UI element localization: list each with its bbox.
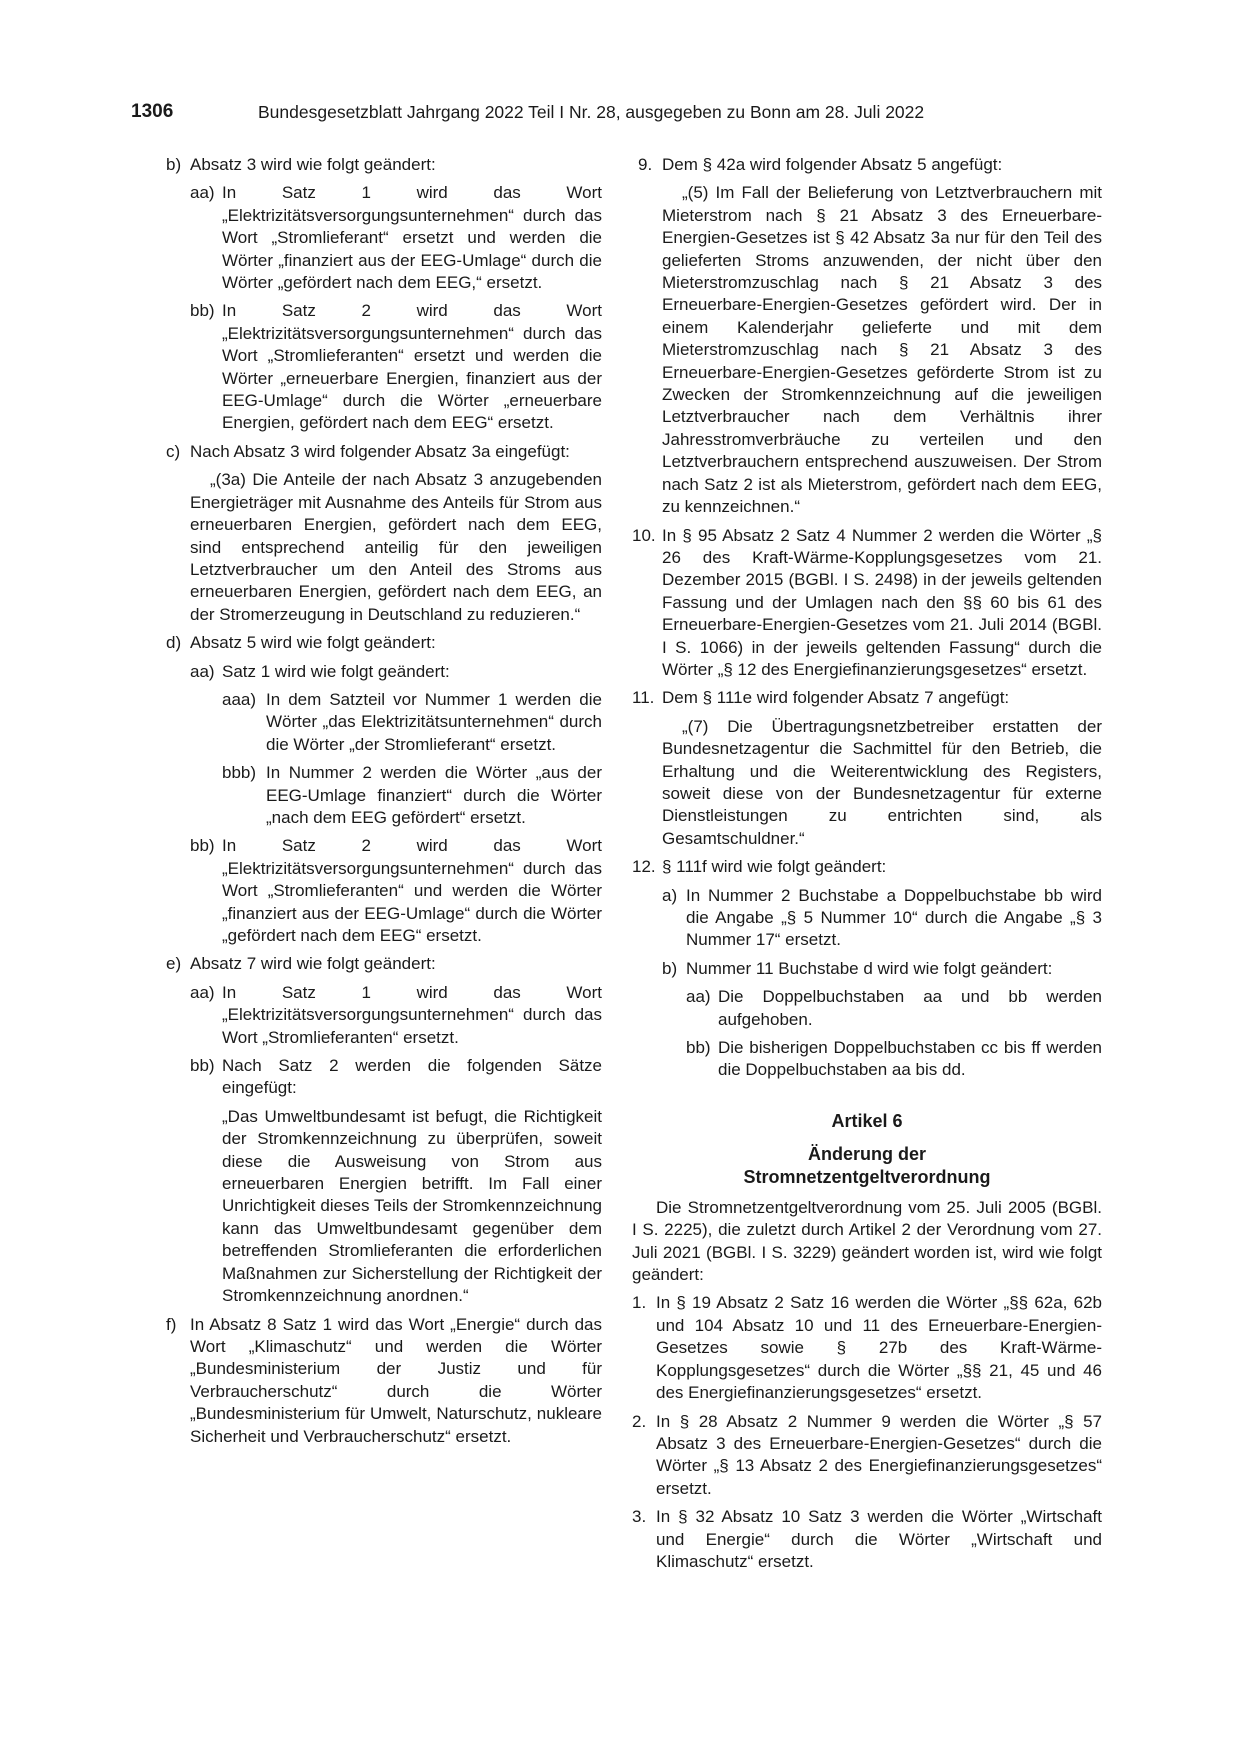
item-label: d) [166, 633, 182, 653]
page-number: 1306 [131, 101, 174, 122]
item-text: Nach Absatz 3 wird folgender Absatz 3a eingefügt: [190, 441, 570, 461]
item-label: 10. [632, 525, 656, 545]
item-text: In dem Satzteil vor Nummer 1 werden die Wörter „das Elektrizitätsunternehmen“ durch die Wörter „der Stromlieferant“ ersetzt. [266, 689, 602, 754]
item-label: b) [662, 958, 678, 978]
list-item [662, 885, 1102, 952]
item-text: In § 19 Absatz 2 Satz 16 werden die Wörter „§§ 62a, 62b und 104 Absatz 10 und 11 des Erneuerbare-Energien-Gesetzes sowie § 27b des Kraft-Wärme-Kopplungsgesetzes“ durch die Wörter „§§ 21, 45 und 46 des Energiefinanzierungsgesetzes“ ersetzt. [656, 1293, 1102, 1403]
item-label: e) [166, 954, 182, 974]
item-text: In Satz 2 wird das Wort „Elektrizitätsversorgungsunternehmen“ durch das Wort „Stromlieferanten“ und werden die Wörter „finanziert aus der EEG-Umlage“ durch die Wörter „gefördert nach dem EEG“ ersetzt. [222, 836, 602, 945]
quoted-paragraph: „Das Umweltbundesamt ist befugt, die Richtigkeit der Stromkennzeichnung zu überprüfen, soweit diese die Ausweisung von Strom aus erneuerbaren Energien betrifft. Im Fall einer Unrichtigkeit dieses Teils der Stromkennzeichnung kann das Umweltbundesamt gegenüber dem betreffenden Stromlieferanten die erforderlichen Maßnahmen zur Sicherstellung der Richtigkeit der Stromkennzeichnung anordnen.“ [222, 1106, 602, 1306]
item-label: 3. [632, 1507, 647, 1527]
item-text: In § 95 Absatz 2 Satz 4 Nummer 2 werden die Wörter „§ 26 des Kraft-Wärme-Kopplungsgesetzes vom 21. Dezember 2015 (BGBl. I S. 2498) in der jeweils geltenden Fassung und der Umlagen nach den §§ 60 bis 61 des Erneuerbare-Energien-Gesetzes vom 21. Juli 2014 (BGBl. I S. 1066) in der jeweils geltenden Fassung“ durch die Wörter „§ 12 des Energiefinanzierungsgesetzes“ ersetzt. [662, 525, 1102, 679]
list-item [662, 958, 1102, 980]
list-item [166, 441, 602, 463]
list-item [632, 687, 1102, 709]
left-column [166, 154, 602, 1454]
item-text: Nach Satz 2 werden die folgenden Sätze eingefügt: [222, 1056, 602, 1098]
list-item [632, 525, 1102, 682]
list-item [190, 661, 602, 683]
list-item [190, 1055, 602, 1100]
item-label: aaa) [222, 689, 257, 709]
page-header [131, 101, 1111, 131]
item-label: bbb) [222, 763, 257, 783]
item-label: f) [166, 1314, 177, 1334]
list-item [166, 632, 602, 654]
item-label: c) [166, 441, 181, 461]
list-item [222, 689, 602, 756]
item-label: a) [662, 885, 678, 905]
list-item [632, 1411, 1102, 1501]
item-label: 1. [632, 1293, 647, 1313]
quoted-paragraph: „(5) Im Fall der Belieferung von Letztverbrauchern mit Mieterstrom nach § 21 Absatz 3 des Erneuerbare-Energien-Gesetzes ist § 42 Absatz 3a nur für den Teil des gelieferten Stroms anzuwenden, der nicht über den Mieterstromzuschlag nach § 21 Absatz 3 des Erneuerbare-Energien-Gesetzes gefördert wird. Der in einem Kalenderjahr gelieferte und mit dem Mieterstromzuschlag nach § 21 Absatz 3 des Erneuerbare-Energien-Gesetzes geförderte Strom ist zu Zwecken der Stromkennzeichnung auf die jeweiligen Letztverbraucher nach dem Verhältnis ihrer Jahresstromverbräuche zu verteilen und den Letztverbrauchern entsprechend auszuweisen. Der Strom nach Satz 2 ist als Mieterstrom, gefördert nach dem EEG, zu kennzeichnen.“ [662, 183, 1102, 517]
list-item [632, 856, 1102, 878]
list-item [632, 1292, 1102, 1404]
item-label: aa) [190, 661, 215, 681]
list-item [190, 835, 602, 947]
list-item [222, 762, 602, 829]
list-item [686, 1037, 1102, 1082]
item-label: bb) [686, 1038, 711, 1058]
item-text: In Satz 2 wird das Wort „Elektrizitätsversorgungsunternehmen“ durch das Wort „Stromlieferanten“ ersetzt und werden die Wörter „erneuerbare Energien, finanziert aus der EEG-Umlage“ durch die Wörter „erneuerbare Energien, gefördert nach dem EEG“ ersetzt. [222, 301, 602, 433]
list-item [166, 953, 602, 975]
quoted-paragraph: „(7) Die Übertragungsnetzbetreiber erstatten der Bundesnetzagentur die Sachmittel für den Betrieb, die Erhaltung und die Weiterentwicklung des Registers, soweit diese von der Bundesnetzagentur für externe Dienstleistungen zu entrichten sind, als Gesamtschuldner.“ [662, 716, 1102, 848]
item-label: 11. [632, 688, 655, 708]
item-text: Absatz 5 wird wie folgt geändert: [190, 633, 436, 653]
list-item [632, 154, 1102, 176]
list-item [190, 300, 602, 434]
item-label: aa) [190, 982, 215, 1002]
item-text: § 111f wird wie folgt geändert: [662, 857, 887, 877]
list-item [166, 1314, 602, 1448]
list-item [686, 986, 1102, 1031]
item-text: Die bisherigen Doppelbuchstaben cc bis ff werden die Doppelbuchstaben aa bis dd. [718, 1038, 1102, 1080]
gazette-title: Bundesgesetzblatt Jahrgang 2022 Teil I Nr. 28, ausgegeben zu Bonn am 28. Juli 2022 [258, 102, 925, 122]
item-label: b) [166, 155, 182, 174]
article-subtitle: Stromnetzentgeltverordnung [743, 1166, 991, 1187]
item-text: Dem § 42a wird folgender Absatz 5 angefügt: [662, 155, 1003, 174]
item-label: 9. [638, 155, 653, 174]
intro-paragraph: Die Stromnetzentgeltverordnung vom 25. Juli 2005 (BGBl. I S. 2225), die zuletzt durch Artikel 2 der Verordnung vom 27. Juli 2021 (BGBl. I S. 3229) geändert worden ist, wird wie folgt geändert: [632, 1197, 1102, 1285]
item-text: In Absatz 8 Satz 1 wird das Wort „Energie“ durch das Wort „Klimaschutz“ und werden die Wörter „Bundesministerium der Justiz und für Verbraucherschutz“ durch die Wörter „Bundesministerium für Umwelt, Naturschutz, nukleare Sicherheit und Verbraucherschutz“ ersetzt. [190, 1314, 602, 1446]
item-text: Absatz 7 wird wie folgt geändert: [190, 954, 436, 974]
list-item [190, 982, 602, 1049]
item-text: In § 32 Absatz 10 Satz 3 werden die Wörter „Wirtschaft und Energie“ durch die Wörter „Wirtschaft und Klimaschutz“ ersetzt. [656, 1507, 1102, 1571]
item-label: bb) [190, 301, 215, 321]
item-label: bb) [190, 836, 215, 856]
quoted-paragraph: „(3a) Die Anteile der nach Absatz 3 anzugebenden Energieträger mit Ausnahme des Anteils für Strom aus erneuerbaren Energien, gefördert nach dem EEG, sind entsprechend anteilig für den jeweiligen Letztverbraucher um den Anteil des Stroms aus erneuerbaren Energien, gefördert nach dem EEG, an der Stromerzeugung in Deutschland zu reduzieren.“ [190, 470, 602, 624]
item-text: In Nummer 2 werden die Wörter „aus der EEG-Umlage finanziert“ durch die Wörter „nach dem EEG gefördert“ ersetzt. [266, 763, 602, 827]
item-text: Nummer 11 Buchstabe d wird wie folgt geändert: [686, 958, 1053, 978]
list-item [166, 154, 602, 176]
item-label: aa) [686, 987, 711, 1007]
article-subtitle: Änderung der [807, 1143, 926, 1164]
item-label: aa) [190, 183, 215, 203]
item-text: In Satz 1 wird das Wort „Elektrizitätsversorgungsunternehmen“ durch das Wort „Stromlieferanten“ ersetzt. [222, 982, 602, 1047]
item-text: Absatz 3 wird wie folgt geändert: [190, 155, 436, 174]
item-text: Die Doppelbuchstaben aa und bb werden aufgehoben. [718, 987, 1102, 1029]
item-text: Dem § 111e wird folgender Absatz 7 angefügt: [662, 688, 1010, 708]
item-text: In Nummer 2 Buchstabe a Doppelbuchstabe bb wird die Angabe „§ 5 Nummer 10“ durch die Angabe „§ 3 Nummer 17“ ersetzt. [686, 885, 1102, 950]
list-item [632, 1506, 1102, 1573]
item-label: 12. [632, 857, 656, 877]
right-column [632, 154, 1102, 1579]
item-label: 2. [632, 1411, 647, 1431]
item-text: Satz 1 wird wie folgt geändert: [222, 661, 450, 681]
item-text: In Satz 1 wird das Wort „Elektrizitätsversorgungsunternehmen“ durch das Wort „Stromlieferant“ ersetzt und werden die Wörter „finanziert aus der EEG-Umlage“ durch die Wörter „gefördert nach dem EEG,“ ersetzt. [222, 183, 602, 293]
article-heading: Artikel 6 [831, 1110, 903, 1131]
item-label: bb) [190, 1056, 215, 1076]
item-text: In § 28 Absatz 2 Nummer 9 werden die Wörter „§ 57 Absatz 3 des Erneuerbare-Energien-Gesetzes“ durch die Wörter „§ 13 Absatz 2 des Energiefinanzierungsgesetzes“ ersetzt. [656, 1411, 1102, 1498]
list-item [190, 182, 602, 294]
